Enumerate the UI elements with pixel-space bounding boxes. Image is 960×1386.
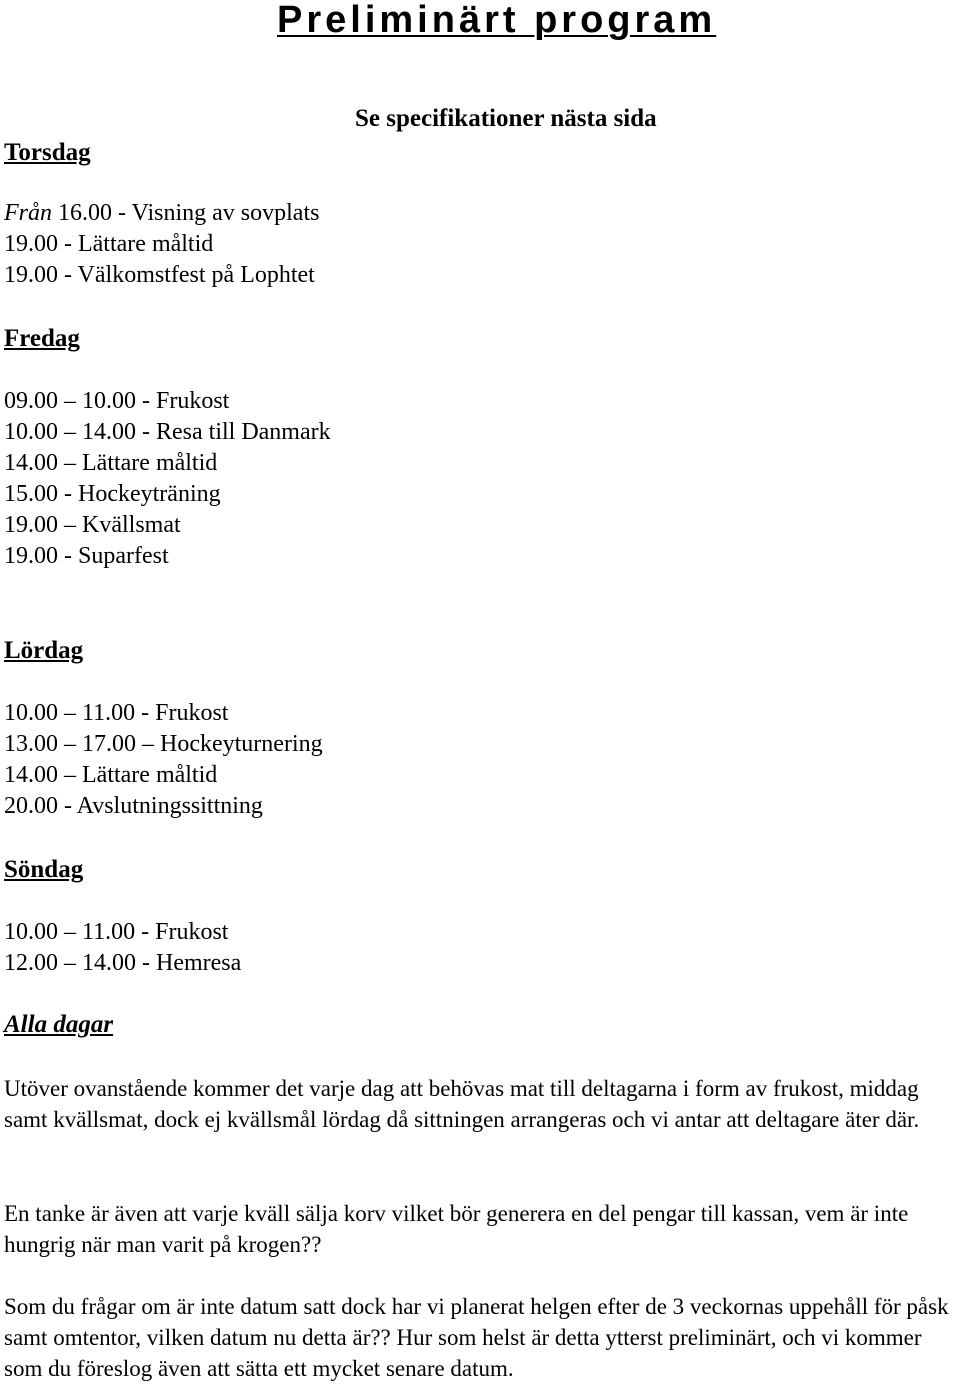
day-heading-saturday: Lördag (4, 637, 84, 664)
day-heading-thursday: Torsdag (4, 139, 91, 166)
schedule-item: 14.00 – Lättare måltid (4, 762, 218, 788)
day-heading-friday: Fredag (4, 325, 80, 352)
page-title: Preliminärt program (277, 0, 717, 41)
page-subtitle: Se specifikationer nästa sida (355, 105, 657, 132)
schedule-item: 10.00 – 11.00 - Frukost (4, 919, 229, 945)
schedule-item: 19.00 - Suparfest (4, 543, 169, 569)
schedule-item: 20.00 - Avslutningssittning (4, 793, 263, 819)
schedule-item: 10.00 – 11.00 - Frukost (4, 700, 229, 726)
schedule-item: 19.00 - Lättare måltid (4, 231, 214, 257)
paragraph-meals: Utöver ovanstående kommer det varje dag att behövas mat till deltagarna i form av frukost, middag samt kvällsmat, dock ej kvällsmål lördag då sittningen arrangeras och vi antar att deltagare äter där. (4, 1076, 920, 1132)
schedule-item: 13.00 – 17.00 – Hockeyturnering (4, 731, 323, 757)
paragraph-dates: Som du frågar om är inte datum satt dock har vi planerat helgen efter de 3 veckornas uppehåll för påsk samt omtentor, vilken datum nu detta är?? Hur som helst är detta ytterst preliminärt, och vi kommer som du föreslog även att sätta ett mycket senare datum. (4, 1294, 949, 1381)
from-prefix: Från (4, 200, 52, 226)
schedule-item: 19.00 – Kvällsmat (4, 512, 181, 538)
schedule-item (4, 198, 319, 229)
schedule-item: 14.00 – Lättare måltid (4, 450, 218, 476)
schedule-item: 15.00 - Hockeyträning (4, 481, 221, 507)
schedule-item-text: 16.00 - Visning av sovplats (52, 200, 320, 226)
day-heading-sunday: Söndag (4, 856, 84, 883)
paragraph-sausage: En tanke är även att varje kväll sälja korv vilket bör generera en del pengar till kassan, vem är inte hungrig när man varit på krogen?? (4, 1201, 909, 1257)
schedule-item: 09.00 – 10.00 - Frukost (4, 388, 230, 414)
day-heading-all-days: Alla dagar (4, 1011, 114, 1038)
schedule-item: 19.00 - Välkomstfest på Lophtet (4, 262, 315, 288)
schedule-item: 12.00 – 14.00 - Hemresa (4, 950, 242, 976)
schedule-item: 10.00 – 14.00 - Resa till Danmark (4, 419, 331, 445)
